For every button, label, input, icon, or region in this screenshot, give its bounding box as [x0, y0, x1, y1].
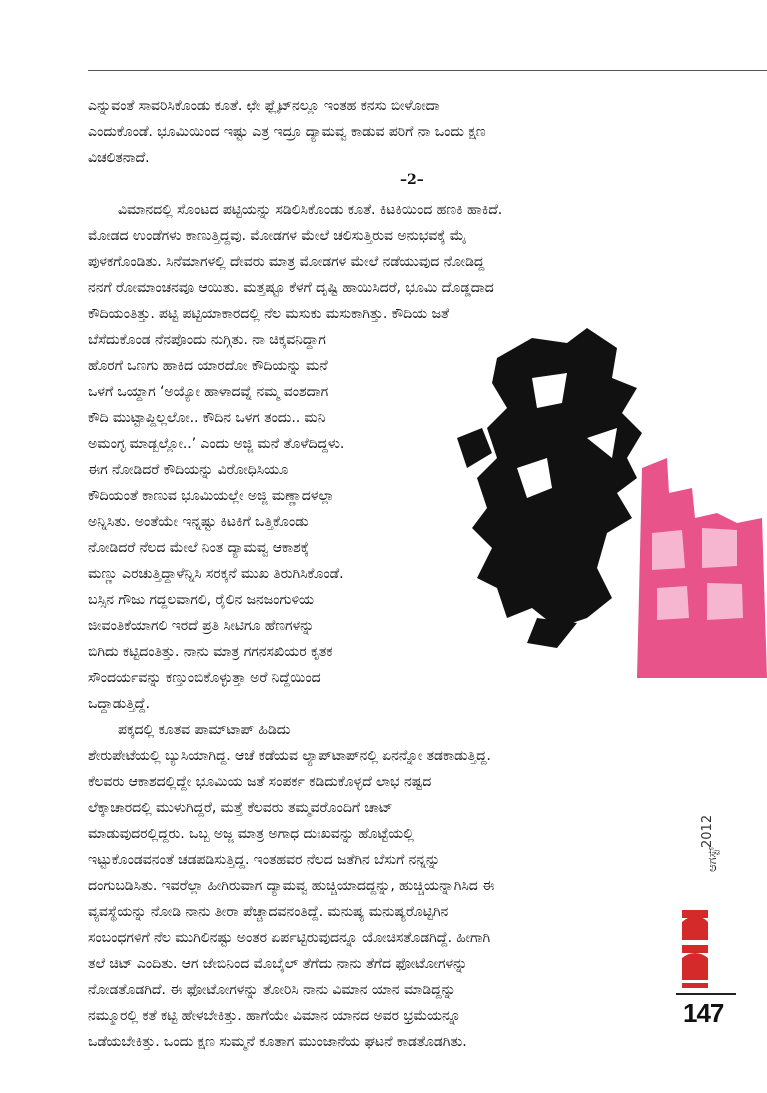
text-line: ಜೀವಂತಿಕೆಯಾಗಲಿ ಇರದೆ ಪ್ರತಿ ಸೀಟಿಗೂ ಹೆಣಗಳನ್ನು — [88, 618, 315, 634]
text-line: ತಲೆ ಚಿಟ್ ಎಂದಿತು. ಆಗ ಜೇಬಿನಿಂದ ಮೊಬೈಲ್ ತೆಗೆದು ನಾನು ತೆಗೆದ ಫೋಟೋಗಳನ್ನು — [88, 956, 468, 972]
text-line: ಲೆಕ್ಕಾಚಾರದಲ್ಲಿ ಮುಳುಗಿದ್ದರೆ, ಮತ್ತೆ ಕೆಲವರು ತಮ್ಮವರೊಂದಿಗೆ ಚಾಟ್ — [88, 800, 393, 816]
text-line: ನೋಡಿದರೆ ನೆಲದ ಮೇಲೆ ನಿಂತ ದ್ಯಾಮವ್ವ ಆಕಾಶಕ್ಕೆ — [88, 540, 309, 556]
text-line: ಒಡೆಯಬೇಕಿತ್ತು. ಒಂದು ಕ್ಷಣ ಸುಮ್ಮನೆ ಕೂತಾಗ ಮುಂಜಾನೆಯ ಘಟನೆ ಕಾಡತೊಡಗಿತು. — [88, 1034, 467, 1050]
text-line: ನಮ್ಮೂರಲ್ಲಿ ಕತೆ ಕಟ್ಟಿ ಹೇಳಬೇಕಿತ್ತು. ಹಾಗೆಯೇ ವಿಮಾನ ಯಾನದ ಅವರ ಭ್ರಮೆಯನ್ನೂ — [88, 1008, 461, 1024]
text-line: ಈಗ ನೋಡಿದರೆ ಕೌದಿಯನ್ನು ವಿರೋಧಿಸಿಯೂ — [88, 462, 289, 478]
masthead-logo-mark — [682, 910, 708, 988]
text-line: ವಿಚಲಿತನಾದೆ. — [88, 150, 150, 166]
text-line: ನೋಡತೊಡಗಿದೆ. ಈ ಫೋಟೋಗಳನ್ನು ತೋರಿಸಿ ನಾನು ವಿಮಾನ ಯಾನ ಮಾಡಿದ್ದನ್ನು — [88, 982, 456, 998]
text-line: ವ್ಯವಸ್ಥೆಯನ್ನು ನೋಡಿ ನಾನು ತೀರಾ ಪೆಚ್ಚಾದವನಂತಿದ್ದೆ. ಮನುಷ್ಯ ಮನುಷ್ಯರೊಟ್ಟಿಗಿನ — [88, 904, 449, 920]
footer-rule — [676, 993, 736, 995]
text-line: ದಂಗುಬಡಿಸಿತು. ಇವರೆಲ್ಲಾ ಹೀಗಿರುವಾಗ ದ್ಯಾಮವ್ವ ಹುಚ್ಚಿಯಾದದ್ದನ್ನು, ಹುಚ್ಚಿಯನ್ನಾಗಿಸಿದ ಈ — [88, 878, 495, 894]
text-line: ಎಂದುಕೊಂಡೆ. ಭೂಮಿಯಿಂದ ಇಷ್ಟು ಎತ್ರ ಇದ್ರೂ ದ್ಯಾಮವ್ವ ಕಾಡುವ ಪರಿಗೆ ನಾ ಒಂದು ಕ್ಷಣ — [88, 124, 486, 140]
text-line: ಕೌದಿಯಂತೆ ಕಾಣುವ ಭೂಮಿಯಲ್ಲೇ ಅಜ್ಜಿ ಮಣ್ಣಾದಳಲ್ಲಾ — [88, 488, 335, 504]
text-line: ಹೊರಗೆ ಒಣಗು ಹಾಕಿದ ಯಾರದೋ ಕೌದಿಯನ್ನು ಮನೆ — [88, 358, 328, 374]
ink-figure-shape — [457, 328, 642, 648]
text-line: ಪಕ್ಕದಲ್ಲಿ ಕೂತವ ಪಾಮ್‌ಟಾಪ್ ಹಿಡಿದು — [118, 722, 291, 738]
issue-year: 2012 — [700, 814, 715, 848]
text-line: ಒಳಗೆ ಒಯ್ದಾಗ ‘ಅಯ್ಯೋ ಹಾಳಾದವ್ನೆ ನಮ್ಮ ವಂಶದಾಗ — [88, 384, 329, 400]
text-line: ಮೋಡದ ಉಂಡೆಗಳು ಕಾಣುತ್ತಿದ್ದವು. ಮೋಡಗಳ ಮೇಲೆ ಚಲಿಸುತ್ತಿರುವ ಅನುಭವಕ್ಕೆ ಮೈ — [88, 228, 467, 244]
text-line: ಮಣ್ಣು ಎರಚುತ್ತಿದ್ದಾಳೆನ್ನಿಸಿ ಸರಕ್ಕನೆ ಮುಖ ತಿರುಗಿಸಿಕೊಂಡೆ. — [88, 566, 344, 582]
text-line: ಸೌಂದರ್ಯವನ್ನು ಕಣ್ತುಂಬಿಕೊಳ್ಳುತ್ತಾ ಅರೆ ನಿದ್ದೆಯಿಂದ — [88, 670, 321, 686]
text-line: ಕೌದಿ ಮುಟ್ಟಾಪ್ದಿಲ್ಲಲೋ.. ಕೌದಿನ ಒಳಗ ತಂದು.. ಮನಿ — [88, 410, 326, 426]
text-line: ಒದ್ದಾಡುತ್ತಿದ್ದೆ. — [88, 696, 150, 712]
text-line: ಕೆಲವರು ಆಕಾಶದಲ್ಲಿದ್ದೇ ಭೂಮಿಯ ಜತೆ ಸಂಪರ್ಕ ಕಡಿದುಕೊಳ್ಳದೆ ಲಾಭ ನಷ್ಟದ — [88, 774, 432, 790]
text-line: ನನಗೆ ರೋಮಾಂಚನವೂ ಆಯಿತು. ಮತ್ತಷ್ಟೂ ಕೆಳಗೆ ದೃಷ್ಟಿ ಹಾಯಿಸಿದರೆ, ಭೂಮಿ ದೊಡ್ಡದಾದ — [88, 280, 494, 296]
text-line: ಇಟ್ಟುಕೊಂಡವನಂತೆ ಚಡಪಡಿಸುತ್ತಿದ್ದ. ಇಂತಹವರ ನೆಲದ ಜತೆಗಿನ ಬೆಸುಗೆ ನನ್ನನ್ನು — [88, 852, 441, 868]
section-marker: –2– — [400, 172, 424, 188]
text-line: ಅನ್ನಿಸಿತು. ಅಂತೆಯೇ ಇನ್ನಷ್ಟು ಕಿಟಕಿಗೆ ಒತ್ತಿಕೊಂಡು — [88, 514, 309, 530]
pink-skyline-shape — [637, 458, 767, 678]
page-number: 147 — [683, 998, 724, 1028]
text-line: ಸಂಬಂಧಗಳಿಗೆ ನೆಲ ಮುಗಿಲಿನಷ್ಟು ಅಂತರ ಏರ್ಪಟ್ಟಿರುವುದನ್ನೂ ಯೋಚಿಸತೊಡಗಿದ್ದೆ. ಹೀಗಾಗಿ — [88, 930, 491, 946]
text-line: ಅಮಂಗ್ಳ ಮಾಡ್ಬಲ್ಲೋ..’ ಎಂದು ಅಜ್ಜಿ ಮನೆ ತೊಳೆದಿದ್ದಳು. — [88, 436, 345, 452]
text-line: ಬಿಗಿದು ಕಟ್ಟಿದಂತಿತ್ತು. ನಾನು ಮಾತ್ರ ಗಗನಸಖಿಯರ ಕೃತಕ — [88, 644, 333, 660]
text-line: ವಿಮಾನದಲ್ಲಿ ಸೊಂಟದ ಪಟ್ಟಿಯನ್ನು ಸಡಿಲಿಸಿಕೊಂಡು ಕೂತೆ. ಕಿಟಕಿಯಿಂದ ಹಣಕಿ ಹಾಕಿದೆ. — [118, 202, 503, 218]
header-rule — [88, 70, 767, 71]
text-line: ಎನ್ನುವಂತೆ ಸಾವರಿಸಿಕೊಂಡು ಕೂತೆ. ಛೇ ಫ್ಲೈಟ್‌ನಲ್ಲೂ ಇಂತಹ ಕನಸು ಬೀಳೋದಾ — [88, 98, 440, 114]
story-illustration — [437, 318, 767, 678]
text-line: ಮಾಡುವುದರಲ್ಲಿದ್ದರು. ಒಬ್ಬ ಅಜ್ಜ ಮಾತ್ರ ಅಗಾಧ ದುಃಖವನ್ನು ಹೊಟ್ಟೆಯಲ್ಲಿ — [88, 826, 414, 842]
text-line: ಶೇರುಪೇಟೆಯಲ್ಲಿ ಬ್ಯುಸಿಯಾಗಿದ್ದ. ಆಚೆ ಕಡೆಯವ ಲ್ಯಾಪ್‌ಟಾಪ್‌ನಲ್ಲಿ ಏನನ್ನೋ ತಡಕಾಡುತ್ತಿದ್ದ. — [88, 748, 491, 764]
text-line: ಪುಳಕಗೊಂಡಿತು. ಸಿನೆಮಾಗಳಲ್ಲಿ ದೇವರು ಮಾತ್ರ ಮೋಡಗಳ ಮೇಲೆ ನಡೆಯುವುದ ನೋಡಿದ್ದ — [88, 254, 485, 270]
text-line: ಬಸ್ಸಿನ ಗೌಜು ಗದ್ದಲವಾಗಲಿ, ರೈಲಿನ ಜನಜಂಗುಳಿಯ — [88, 592, 315, 608]
text-line: ಕೌದಿಯಂತಿತ್ತು. ಪಟ್ಟಿ ಪಟ್ಟಿಯಾಕಾರದಲ್ಲಿ ನೆಲ ಮಸುಕು ಮಸುಕಾಗಿತ್ತು. ಕೌದಿಯ ಜತೆ — [88, 306, 449, 322]
issue-month: ಆಗಸ್ಟ್ — [705, 846, 719, 872]
text-line: ಬೆಸೆದುಕೊಂಡ ನೆನಪೊಂದು ನುಗ್ಗಿತು. ನಾ ಚಿಕ್ಕವನಿದ್ದಾಗ — [88, 332, 326, 348]
